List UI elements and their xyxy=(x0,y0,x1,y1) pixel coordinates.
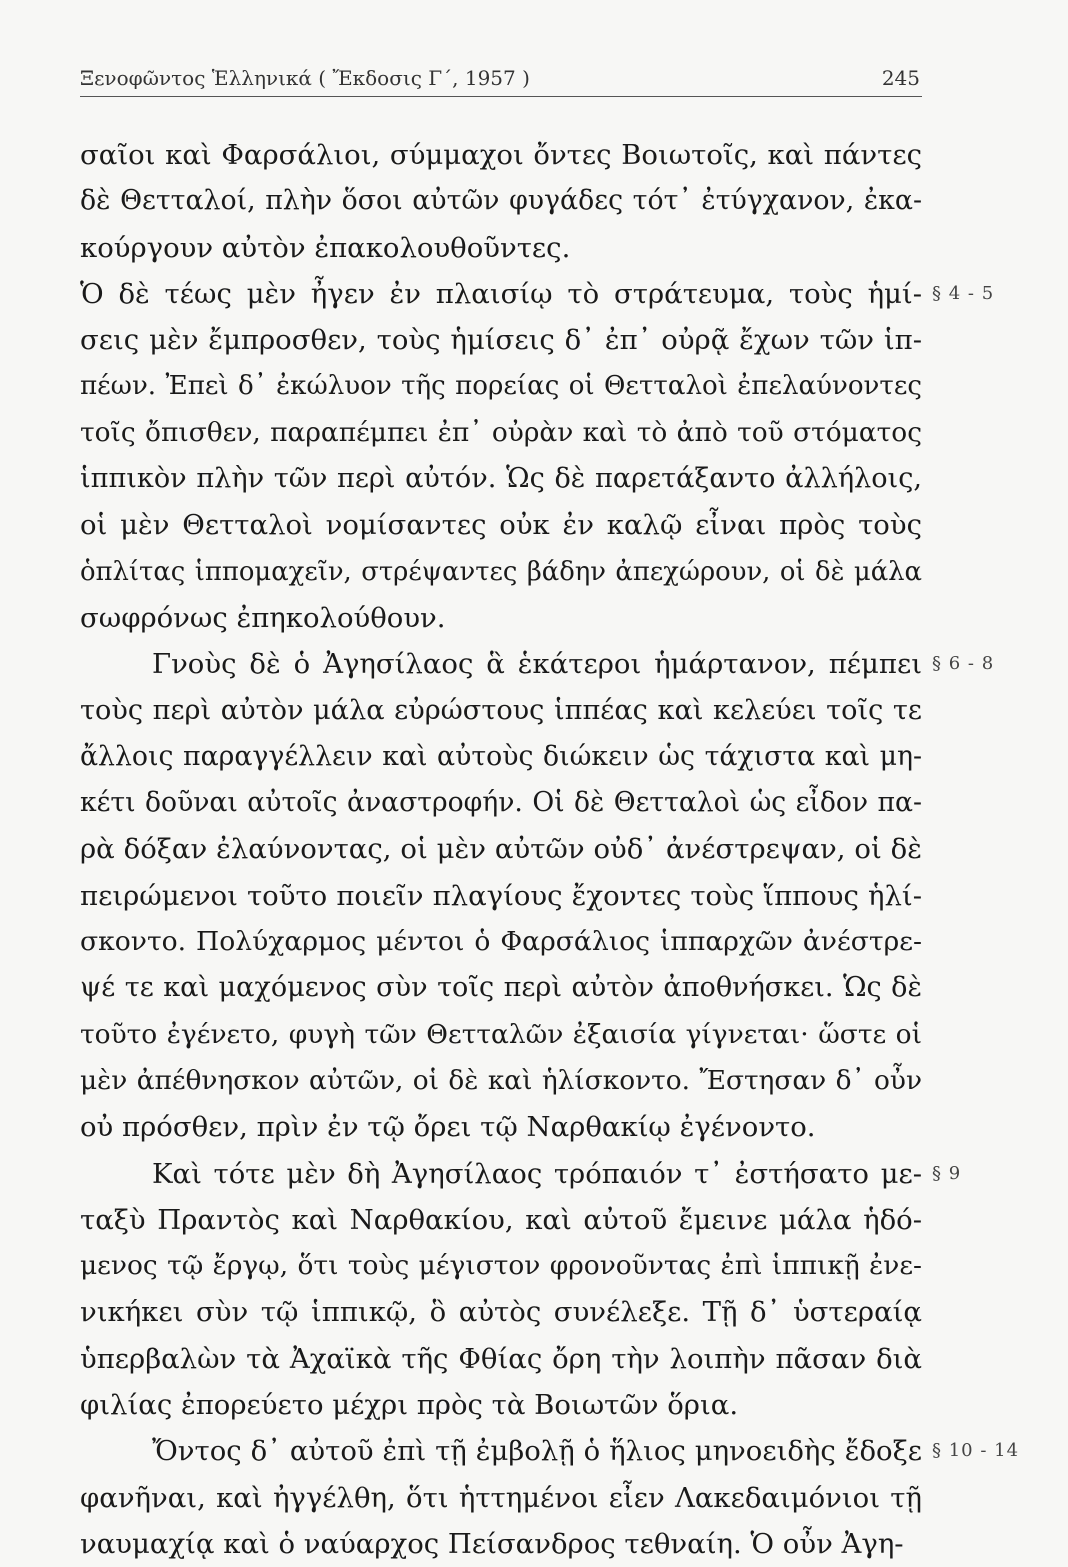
text-line xyxy=(80,965,922,1011)
page-number: 245 xyxy=(881,66,920,90)
text-line-content: ψέ τε καὶ μαχόμενος σὺν τοῖς περὶ αὐτὸν ἀποθνήσκει. Ὡς δὲ xyxy=(80,972,922,1004)
text-line-content: ἱππικὸν πλὴν τῶν περὶ αὐτόν. Ὡς δὲ παρετάξαντο ἀλλήλοις, xyxy=(80,463,922,495)
section-margin-note: § 4 - 5 xyxy=(932,282,995,304)
text-line xyxy=(80,1104,922,1150)
text-line-content: οὐ πρόσθεν, πρὶν ἐν τῷ ὄρει τῷ Ναρθακίῳ ἐγένοντο. xyxy=(80,1111,816,1144)
text-line xyxy=(80,1428,1020,1474)
text-line xyxy=(80,641,995,687)
text-line xyxy=(80,549,922,595)
text-line-content: ὁπλίτας ἱππομαχεῖν, στρέψαντες βάδην ἀπεχώρουν, οἱ δὲ μάλα xyxy=(80,556,922,587)
text-line-content: πέων. Ἐπεὶ δ᾽ ἐκώλυον τῆς πορείας οἱ Θετταλοὶ ἐπελαύνοντες xyxy=(80,371,922,402)
text-line xyxy=(80,317,922,363)
text-line xyxy=(80,1151,962,1197)
text-line-content: μενος τῷ ἔργῳ, ὅτι τοὺς μέγιστον φρονοῦντας ἐπὶ ἱππικῇ ἐνε- xyxy=(80,1250,922,1282)
text-line-content: σεις μὲν ἔμπροσθεν, τοὺς ἡμίσεις δ᾽ ἐπ᾽ οὐρᾷ ἔχων τῶν ἱπ- xyxy=(80,324,922,357)
text-line xyxy=(80,363,922,409)
text-line-content: ναυμαχίᾳ καὶ ὁ ναύαρχος Πείσανδρος τεθναίη. Ὁ οὖν Ἀγη- xyxy=(80,1527,904,1560)
text-line-content: ταξὺ Πραντὸς καὶ Ναρθακίου, καὶ αὐτοῦ ἔμεινε μάλα ἡδό- xyxy=(80,1203,922,1236)
text-line-content: μὲν ἀπέθνησκον αὐτῶν, οἱ δὲ καὶ ἡλίσκοντο. Ἔστησαν δ᾽ οὖν xyxy=(80,1065,922,1096)
text-line xyxy=(80,410,922,456)
text-line xyxy=(80,456,922,502)
header-rule xyxy=(80,96,922,97)
text-line-content: ἄλλοις παραγγέλλειν καὶ αὐτοὺς διώκειν ὡς τάχιστα καὶ μη- xyxy=(80,740,922,772)
text-line xyxy=(80,178,922,224)
text-line-content: Ὄντος δ᾽ αὐτοῦ ἐπὶ τῇ ἐμβολῇ ὁ ἥλιος μηνοειδὴς ἔδοξε xyxy=(152,1435,922,1468)
text-line xyxy=(80,595,922,641)
text-line-content: φιλίας ἐπορεύετο μέχρι πρὸς τὰ Βοιωτῶν ὅρια. xyxy=(80,1389,739,1422)
text-line xyxy=(80,1382,922,1428)
text-line-content: φανῆναι, καὶ ἠγγέλθη, ὅτι ἡττημένοι εἶεν Λακεδαιμόνιοι τῇ xyxy=(80,1481,922,1514)
text-line-content: Γνοὺς δὲ ὁ Ἀγησίλαος ἃ ἑκάτεροι ἡμάρτανον, πέμπει xyxy=(152,648,922,681)
text-line-content: σαῖοι καὶ Φαρσάλιοι, σύμμαχοι ὄντες Βοιωτοῖς, καὶ πάντες xyxy=(80,139,922,171)
text-line-content: κέτι δοῦναι αὐτοῖς ἀναστροφήν. Οἱ δὲ Θετταλοὶ ὡς εἶδον πα- xyxy=(80,787,922,819)
section-margin-note: § 10 - 14 xyxy=(932,1440,1020,1462)
running-head-title: Ξενοφῶντος Ἑλληνικά ( Ἔκδοσις Γ΄, 1957 ) xyxy=(80,66,530,90)
text-line xyxy=(80,826,922,872)
text-line xyxy=(80,271,995,317)
text-line-content: πειρώμενοι τοῦτο ποιεῖν πλαγίους ἔχοντες τοὺς ἵππους ἡλί- xyxy=(80,879,922,912)
text-line-content: τοῖς ὄπισθεν, παραπέμπει ἐπ᾽ οὐρὰν καὶ τὸ ἀπὸ τοῦ στόματος xyxy=(80,416,922,448)
text-line xyxy=(80,1012,922,1058)
text-line xyxy=(80,502,922,548)
text-line xyxy=(80,919,922,965)
text-line-content: Καὶ τότε μὲν δὴ Ἀγησίλαος τρόπαιόν τ᾽ ἐστήσατο με- xyxy=(152,1157,922,1190)
text-line xyxy=(80,688,922,734)
text-line-content: Ὁ δὲ τέως μὲν ἦγεν ἐν πλαισίῳ τὸ στράτευμα, τοὺς ἡμί- xyxy=(80,277,922,310)
text-line xyxy=(80,1243,922,1289)
text-line-content: κούργουν αὐτὸν ἐπακολουθοῦντες. xyxy=(80,231,571,264)
running-head xyxy=(80,66,920,96)
text-line-content: ρὰ δόξαν ἐλαύνοντας, οἱ μὲν αὐτῶν οὐδ᾽ ἀνέστρεψαν, οἱ δὲ xyxy=(80,833,922,866)
text-line xyxy=(80,1475,922,1521)
text-line xyxy=(80,1058,922,1104)
text-line-content: σωφρόνως ἐπηκολούθουν. xyxy=(80,601,446,634)
text-line xyxy=(80,873,922,919)
text-line-content: τοὺς περὶ αὐτὸν μάλα εὐρώστους ἱππέας καὶ κελεύει τοῖς τε xyxy=(80,694,922,726)
text-line xyxy=(80,1197,922,1243)
text-line-content: οἱ μὲν Θετταλοὶ νομίσαντες οὐκ ἐν καλῷ εἶναι πρὸς τοὺς xyxy=(80,509,922,542)
text-line-content: σκοντο. Πολύχαρμος μέντοι ὁ Φαρσάλιος ἱππαρχῶν ἀνέστρε- xyxy=(80,926,922,958)
text-body xyxy=(80,132,1020,1567)
text-line-content: νικήκει σὺν τῷ ἱππικῷ, ὃ αὐτὸς συνέλεξε. Τῇ δ᾽ ὑστεραίᾳ xyxy=(80,1296,922,1329)
section-margin-note: § 6 - 8 xyxy=(932,653,995,675)
text-line xyxy=(80,780,922,826)
text-line xyxy=(80,1521,922,1567)
section-margin-note: § 9 xyxy=(932,1162,962,1184)
text-line-content: τοῦτο ἐγένετο, φυγὴ τῶν Θετταλῶν ἐξαισία γίγνεται· ὥστε οἱ xyxy=(80,1018,922,1050)
text-line xyxy=(80,1336,922,1382)
text-line-content: δὲ Θετταλοί, πλὴν ὅσοι αὐτῶν φυγάδες τότ᾽ ἐτύγχανον, ἐκα- xyxy=(80,185,922,217)
text-line xyxy=(80,225,922,271)
text-line-content: ὑπερβαλὼν τὰ Ἀχαϊκὰ τῆς Φθίας ὄρη τὴν λοιπὴν πᾶσαν διὰ xyxy=(80,1342,922,1375)
text-line xyxy=(80,132,922,178)
text-line xyxy=(80,1289,922,1335)
text-line xyxy=(80,734,922,780)
